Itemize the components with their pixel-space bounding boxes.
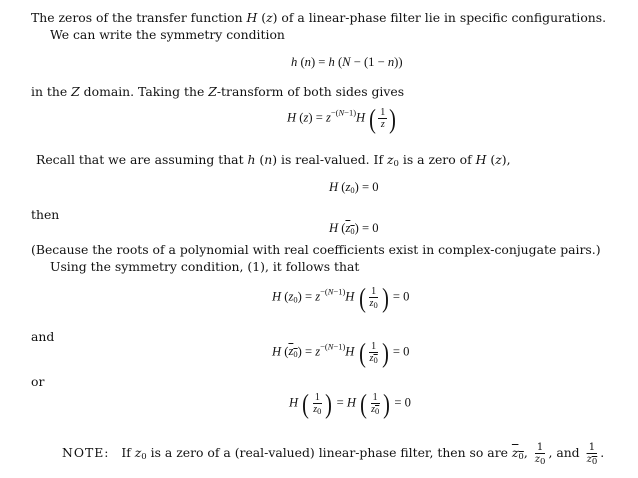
equation-symmetry-condition: h (n) = h (N − (1 − n)) xyxy=(291,55,403,69)
equation-conjugate-reciprocal: H $(z_0) = z^{-(N-1)}H$ ( $\frac{1}{z_0}$ ) = 0 xyxy=(272,337,410,368)
note-label: NOTE: xyxy=(62,445,110,460)
word-then: then xyxy=(31,207,60,222)
paragraph-1-line-1: The zeros of the transfer function H (z) of a linear-phase filter lie in specific configurations. xyxy=(31,10,607,25)
paragraph-1-line-2: We can write the symmetry condition xyxy=(50,27,285,42)
equation-z0-reciprocal: H $(z_0) = z^{-(N-1)}H$ ( $\frac{1}{z_0}$ ) = 0 xyxy=(272,282,410,313)
note-text: If $z_0$ is a zero of a (real-valued) linear-phase filter, then so are $z_0$, $\frac{1}{z_0}$ , and $\frac{1}{z_0}$ . xyxy=(121,442,605,467)
paragraph-2: in the Z domain. Taking the Z-transform of both sides gives xyxy=(31,84,405,99)
paragraph-4-line-1: (Because the roots of a polynomial with real coefficients exist in complex-conjugate pairs.) xyxy=(31,242,601,257)
word-or: or xyxy=(31,374,45,389)
equation-zero-z0: H $(z_0) = 0$ xyxy=(329,180,379,195)
note-line xyxy=(62,442,604,465)
word-and: and xyxy=(31,329,55,344)
equation-zero-conjugate: H $(z_0) = 0$ xyxy=(329,221,379,236)
equation-z-transform: H $(z) = z^{-(N-1)}H$ ( $\frac{1}{z}$ ) xyxy=(287,103,397,134)
paragraph-3: Recall that we are assuming that h (n) is real-valued. If $z_0$ is a zero of H (z), xyxy=(36,152,511,169)
paragraph-4-line-2: Using the symmetry condition, (1), it follows that xyxy=(50,259,360,274)
equation-reciprocal-zeros: H ( $\frac{1}{z_0}$ ) = H ( $\frac{1}{z_0}$ ) = 0 xyxy=(289,388,411,419)
